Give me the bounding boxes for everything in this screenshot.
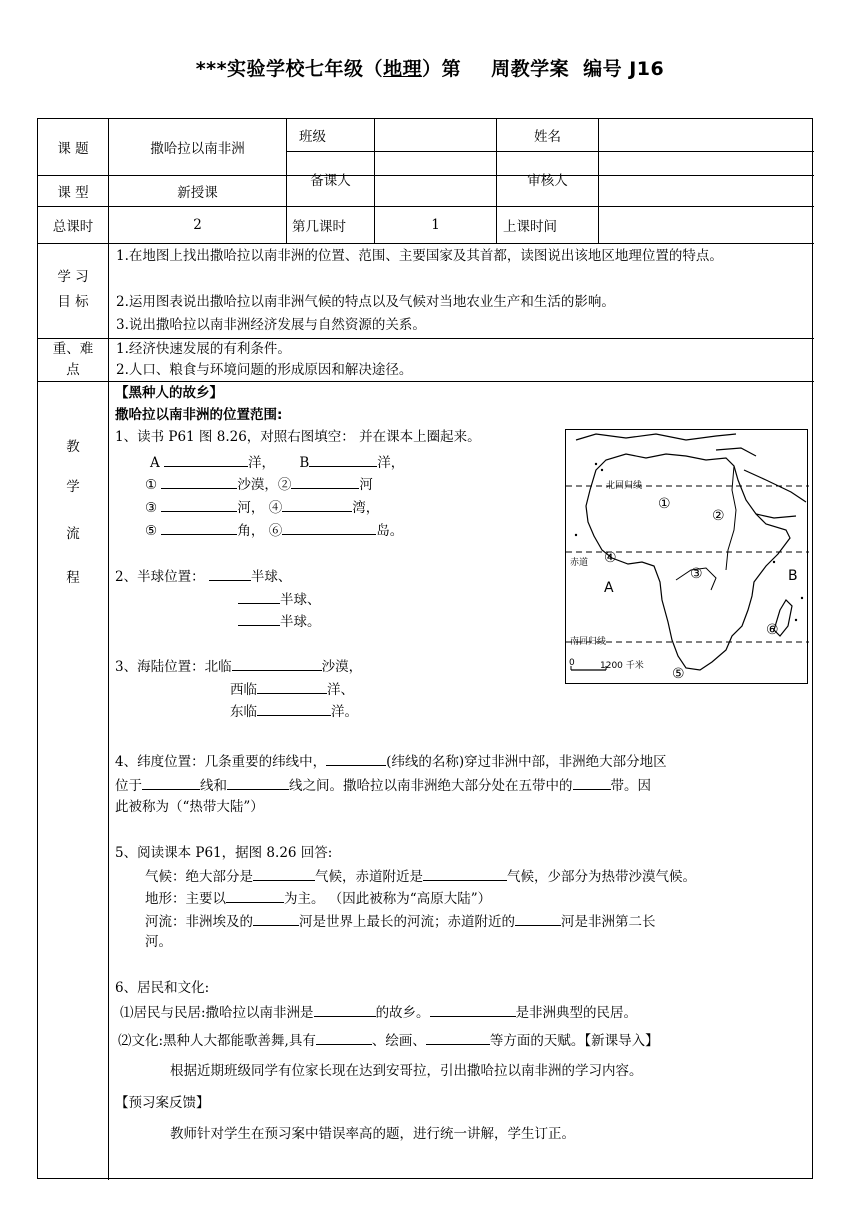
- q1-row-ab: A 洋， B 洋，: [150, 451, 404, 474]
- tropic-south-label: 南回归线: [570, 637, 607, 647]
- q6-residents: ⑴居民与民居:撒哈拉以南非洲是 的故乡。 是非洲典型的民居。: [120, 1001, 637, 1024]
- question-4-line-2: 位于 线和 线之间。撒哈拉以南非洲绝大部分处在五带中的 带。因: [115, 774, 651, 797]
- map-label-a: A: [604, 580, 614, 596]
- class-field[interactable]: [375, 119, 496, 151]
- question-4-line-3: 此被称为（“热带大陆”）: [115, 799, 264, 815]
- goal-3: 3.说出撒哈拉以南非洲经济发展与自然资源的关系。: [116, 317, 426, 333]
- map-num-2: ②: [712, 508, 725, 524]
- map-label-b: B: [788, 568, 798, 584]
- topic-label: 课 题: [57, 141, 89, 157]
- q5-river: 河流：非洲埃及的 河是世界上最长的河流；赤道附近的 河是非洲第二长: [145, 910, 656, 933]
- q5-terrain: 地形：主要以 为主。 （因此被称为“高原大陆”）: [145, 887, 491, 910]
- keypoints-label-2: 点: [66, 362, 80, 378]
- q6-culture: ⑵文化:黑种人大都能歌善舞,具有 、绘画、 等方面的天赋。【新课导入】: [118, 1029, 659, 1052]
- map-num-5: ⑤: [672, 666, 685, 682]
- q2-line-3: 半球。: [238, 610, 321, 633]
- process-label-1: 教: [66, 439, 80, 455]
- time-field[interactable]: [599, 207, 814, 243]
- keypoint-1: 1.经济快速发展的有利条件。: [116, 341, 291, 357]
- goals-label-2: 目 标: [57, 294, 89, 310]
- total-label: 总课时: [52, 219, 94, 235]
- reviewer-field[interactable]: [599, 152, 814, 206]
- section-heading: 【黑种人的故乡】: [115, 385, 223, 401]
- process-label-3: 流: [66, 526, 80, 542]
- keypoints-label-1: 重、难: [52, 341, 94, 357]
- q5-river-2: 河。: [145, 934, 172, 950]
- process-label-4: 程: [66, 570, 80, 586]
- lesson-no-value: 1: [431, 217, 440, 233]
- reviewer-label: 审核人: [527, 173, 568, 189]
- q3-east: 东临 洋。: [230, 700, 358, 723]
- question-4-line-1: 4、纬度位置：几条重要的纬线中， (纬线的名称)穿过非洲中部，非洲绝大部分地区: [115, 750, 667, 773]
- goal-2: 2.运用图表说出撒哈拉以南非洲气候的特点以及气候对当地农业生产和生活的影响。: [116, 294, 615, 310]
- preparer-field[interactable]: [375, 152, 496, 206]
- feedback-heading: 【预习案反馈】: [115, 1095, 210, 1111]
- feedback-text: 教师针对学生在预习案中错误率高的题，进行统一讲解，学生订正。: [170, 1126, 575, 1142]
- class-label: 班级: [299, 129, 326, 145]
- total-value: 2: [193, 217, 202, 233]
- lesson-no-label: 第几课时: [292, 219, 346, 235]
- topic-value: 撒哈拉以南非洲: [150, 141, 245, 157]
- scale-text: 1200 千米: [600, 661, 644, 671]
- tropic-north-label: 北回归线: [606, 481, 643, 491]
- process-label-2: 学: [66, 479, 80, 495]
- name-field[interactable]: [599, 119, 814, 151]
- question-6: 6、居民和文化:: [115, 980, 210, 996]
- map-num-1: ①: [658, 496, 671, 512]
- goal-1: 1.在地图上找出撒哈拉以南非洲的位置、范围、主要国家及其首都，读图说出该地区地理位置的特点。: [116, 248, 723, 264]
- keypoint-2: 2.人口、粮食与环境问题的形成原因和解决途径。: [116, 362, 413, 378]
- goals-label-1: 学 习: [57, 269, 89, 285]
- map-num-4: ④: [604, 550, 617, 566]
- time-label: 上课时间: [503, 219, 557, 235]
- name-label: 姓名: [534, 129, 561, 145]
- question-2: 2、半球位置： 半球、: [115, 565, 291, 588]
- map-num-3: ③: [690, 566, 703, 582]
- question-1: 1、读书 P61 图 8.26，对照右图填空： 并在课本上圈起来。: [115, 429, 481, 445]
- intro-text: 根据近期班级同学有位家长现在达到安哥拉，引出撒哈拉以南非洲的学习内容。: [170, 1063, 643, 1079]
- location-heading: 撒哈拉以南非洲的位置范围:: [115, 407, 283, 423]
- question-5: 5、阅读课本 P61，据图 8.26 回答:: [115, 845, 333, 861]
- q2-line-2: 半球、: [238, 588, 321, 611]
- q1-row-12: ① 沙漠，② 河: [145, 473, 373, 496]
- type-value: 新授课: [177, 185, 218, 201]
- equator-label: 赤道: [570, 558, 589, 568]
- preparer-label: 备课人: [310, 173, 351, 189]
- map-num-6: ⑥: [766, 622, 779, 638]
- africa-map: [565, 429, 808, 684]
- type-label: 课 型: [57, 185, 89, 201]
- q1-row-34: ③ 河， ④ 湾，: [145, 496, 379, 519]
- question-3: 3、海陆位置：北临 沙漠，: [115, 655, 362, 678]
- q5-climate: 气候：绝大部分是 气候，赤道附近是 气候，少部分为热带沙漠气候。: [145, 865, 696, 888]
- scale-zero: 0: [569, 658, 575, 668]
- q3-west: 西临 洋、: [230, 678, 354, 701]
- q1-row-56: ⑤ 角， ⑥ 岛。: [145, 519, 403, 542]
- page-title: ***实验学校七年级（地理）第 周教学案 编号 J16: [195, 58, 665, 80]
